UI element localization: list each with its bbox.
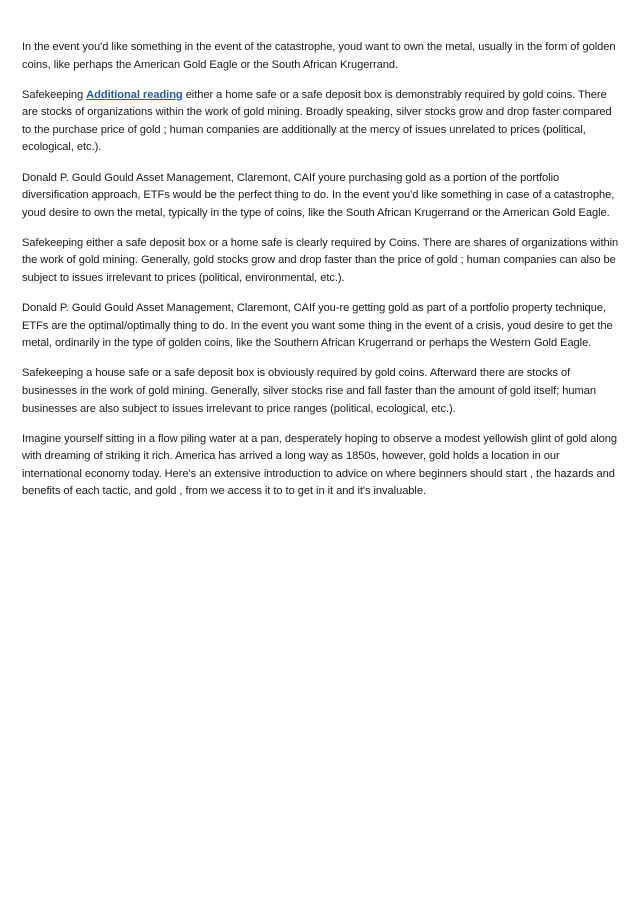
paragraph-3: Donald P. Gould Gould Asset Management, Claremont, CAIf youre purchasing gold as a portion of the portfolio diversification approach, ETFs would be the perfect thing to do. In the event you'd like something in case of a catastrophe, youd desire to own the metal, typically in the type of coins, like the South African Krugerrand or the American Gold Eagle. xyxy=(22,171,615,219)
paragraph-2 xyxy=(22,87,620,157)
paragraph-2-rest: either a home safe or a safe deposit box is demonstrably required by gold coins. There are stocks of organizations within the work of gold mining. Broadly speaking, silver stocks grow and drop faster compared to the purchase price of gold ; human companies are additionally at the mercy of issues unrelated to prices (political, ecological, etc.). xyxy=(22,88,612,154)
paragraph-7: Imagine yourself sitting in a flow piling water at a pan, desperately hoping to observe a modest yellowish glint of gold along with dreaming of striking it rich. America has arrived a long way as 1850s, however, gold holds a location in our international economy today. Here's an extensive introduction to advice on where beginners should start , the hazards and benefits of each tactic, and gold , from we access it to to get in it and it's invaluable. xyxy=(22,432,617,498)
additional-reading-link[interactable]: Additional reading xyxy=(86,88,183,101)
paragraph-1: In the event you'd like something in the event of the catastrophe, youd want to own the metal, usually in the form of golden coins, like perhaps the American Gold Eagle or the South African Krugerrand. xyxy=(22,41,616,71)
paragraph-2-lead: Safekeeping xyxy=(22,88,87,101)
paragraph-5: Donald P. Gould Gould Asset Management, Claremont, CAIf you-re getting gold as part of a portfolio property technique, ETFs are the optimal/optimally thing to do. In the event you want some thing in the event of a crisis, youd desire to get the metal, ordinarily in the type of golden coins, like the Southern African Krugerrand or perhaps the Western Gold Eagle. xyxy=(22,302,613,350)
paragraph-4: Safekeeping either a safe deposit box or a home safe is clearly required by Coins. There are shares of organizations within the work of gold mining. Generally, gold stocks grow and drop faster than the price of gold ; human companies can also be subject to issues irrelevant to prices (political, environmental, etc.). xyxy=(22,236,619,285)
paragraph-6: Safekeeping a house safe or a safe deposit box is obviously required by gold coins. Afterward there are stocks of businesses in the work of gold mining. Generally, silver stocks rise and fall faster than the amount of gold itself; human businesses are also subject to issues irrelevant to price ranges (political, ecological, etc.). xyxy=(22,367,596,415)
